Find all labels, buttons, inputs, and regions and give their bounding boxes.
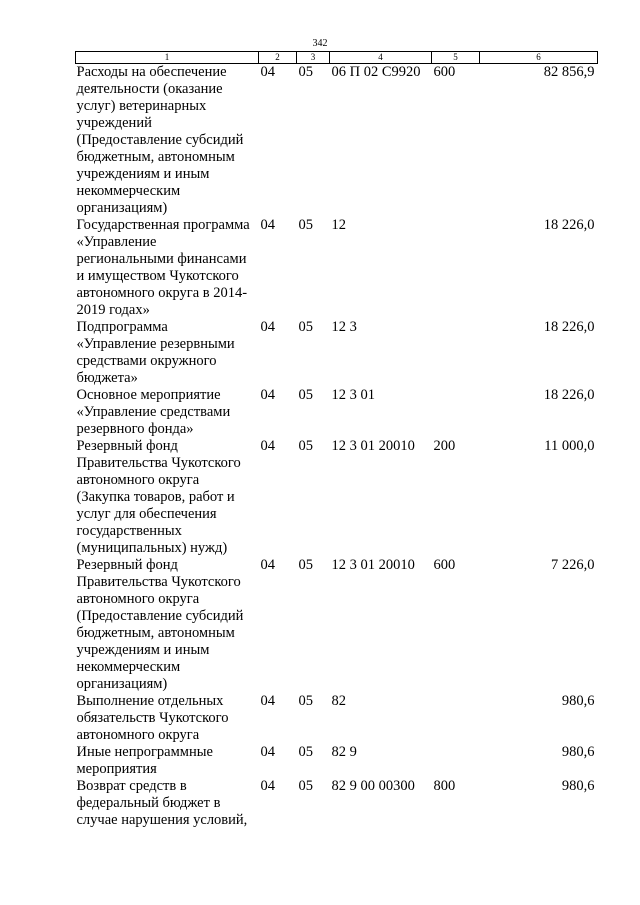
row-amount-cell: 980,6 (561, 744, 595, 760)
column-header-5: 5 (432, 52, 480, 64)
row-subsection-cell: 05 (298, 319, 313, 335)
row-name-line: 2019 годах» (76, 302, 150, 318)
row-name-line: (Предоставление субсидий (76, 132, 244, 148)
row-name-line: некоммерческим (76, 659, 181, 675)
row-name-line: Подпрограмма (76, 319, 168, 335)
row-name-line: Резервный фонд (76, 557, 178, 573)
column-header-4: 4 (330, 52, 432, 64)
column-header-3: 3 (297, 52, 330, 64)
row-expense-type-cell (432, 387, 480, 438)
row-name-cell (76, 387, 259, 438)
row-name-line: «Управление (76, 234, 157, 250)
row-expense-type-cell: 600 (433, 64, 456, 80)
row-section-cell: 04 (260, 387, 275, 403)
table-body (76, 64, 598, 830)
row-target-article-cell: 12 3 01 (331, 387, 375, 403)
row-name-line: Резервный фонд (76, 438, 178, 454)
row-name-line: организациям) (76, 676, 168, 692)
table-row (76, 744, 598, 778)
row-name-line: бюджета» (76, 370, 138, 386)
row-name-cell (76, 744, 259, 778)
table-row (76, 557, 598, 693)
row-name-line: автономного округа (76, 727, 200, 743)
row-section-cell: 04 (260, 557, 275, 573)
budget-table (75, 51, 598, 829)
row-section-cell: 04 (260, 319, 275, 335)
row-subsection-cell: 05 (298, 438, 313, 454)
row-section-cell: 04 (260, 217, 275, 233)
row-name-line: региональными финансами (76, 251, 247, 267)
table-row (76, 778, 598, 829)
row-name-line: деятельности (оказание (76, 81, 223, 97)
row-name-line: автономного округа (76, 591, 200, 607)
column-number-row (76, 52, 598, 64)
column-header-1: 1 (76, 52, 259, 64)
table-row (76, 438, 598, 557)
row-name-line: Основное мероприятие (76, 387, 221, 403)
column-header-6: 6 (480, 52, 598, 64)
row-target-article-cell: 82 9 (331, 744, 357, 760)
row-amount-cell: 980,6 (561, 778, 595, 794)
row-name-line: мероприятия (76, 761, 157, 777)
page-number: 342 (312, 38, 328, 49)
row-expense-type-cell (432, 217, 480, 319)
row-amount-cell: 18 226,0 (543, 217, 595, 233)
row-name-line: учреждений (76, 115, 152, 131)
row-amount-cell: 11 000,0 (544, 438, 595, 454)
row-section-cell: 04 (260, 438, 275, 454)
row-name-line: Государственная программа (76, 217, 250, 233)
row-section-cell: 04 (260, 778, 275, 794)
row-subsection-cell: 05 (298, 387, 313, 403)
table-row (76, 217, 598, 319)
row-target-article-cell: 06 П 02 С9920 (331, 64, 421, 80)
row-section-cell: 04 (260, 744, 275, 760)
row-subsection-cell: 05 (298, 64, 313, 80)
row-name-line: бюджетным, автономным (76, 625, 235, 641)
row-expense-type-cell: 800 (433, 778, 456, 794)
row-name-cell (76, 438, 259, 557)
row-amount-cell: 82 856,9 (543, 64, 595, 80)
row-name-cell (76, 64, 259, 218)
row-name-line: бюджетным, автономным (76, 149, 235, 165)
row-name-line: резервного фонда» (76, 421, 194, 437)
row-name-line: «Управление резервными (76, 336, 235, 352)
table-row (76, 387, 598, 438)
row-expense-type-cell (432, 319, 480, 387)
row-section-cell: 04 (260, 693, 275, 709)
row-target-article-cell: 12 3 (331, 319, 357, 335)
row-expense-type-cell (432, 693, 480, 744)
column-header-2: 2 (259, 52, 297, 64)
row-name-line: учреждениям и иным (76, 642, 210, 658)
row-name-line: случае нарушения условий, (76, 812, 248, 828)
row-name-line: услуг для обеспечения (76, 506, 217, 522)
row-name-line: государственных (76, 523, 182, 539)
row-name-line: (муниципальных) нужд) (76, 540, 228, 556)
row-expense-type-cell (432, 744, 480, 778)
row-expense-type-cell: 600 (433, 557, 456, 573)
row-subsection-cell: 05 (298, 693, 313, 709)
row-name-line: некоммерческим (76, 183, 181, 199)
row-section-cell: 04 (260, 64, 275, 80)
row-name-cell (76, 217, 259, 319)
row-name-line: обязательств Чукотского (76, 710, 229, 726)
table-row (76, 319, 598, 387)
row-name-line: федеральный бюджет в (76, 795, 221, 811)
row-name-line: Возврат средств в (76, 778, 187, 794)
row-subsection-cell: 05 (298, 744, 313, 760)
row-subsection-cell: 05 (298, 778, 313, 794)
row-amount-cell: 18 226,0 (543, 319, 595, 335)
row-target-article-cell: 82 (331, 693, 346, 709)
row-name-line: Иные непрограммные (76, 744, 213, 760)
table-row (76, 64, 598, 218)
row-name-cell (76, 557, 259, 693)
row-name-cell (76, 693, 259, 744)
row-name-line: Правительства Чукотского (76, 574, 241, 590)
row-name-line: и имуществом Чукотского (76, 268, 239, 284)
row-target-article-cell: 12 3 01 20010 (331, 438, 415, 454)
row-name-line: Расходы на обеспечение (76, 64, 227, 80)
row-target-article-cell: 12 3 01 20010 (331, 557, 415, 573)
row-name-line: учреждениям и иным (76, 166, 210, 182)
row-name-line: (Закупка товаров, работ и (76, 489, 235, 505)
row-name-cell (76, 319, 259, 387)
row-name-line: средствами окружного (76, 353, 217, 369)
row-name-line: организациям) (76, 200, 168, 216)
row-name-line: автономного округа (76, 472, 200, 488)
row-subsection-cell: 05 (298, 557, 313, 573)
row-amount-cell: 18 226,0 (543, 387, 595, 403)
row-target-article-cell: 12 (331, 217, 346, 233)
row-amount-cell: 7 226,0 (551, 557, 595, 573)
row-name-line: «Управление средствами (76, 404, 231, 420)
row-subsection-cell: 05 (298, 217, 313, 233)
table-row (76, 693, 598, 744)
row-name-line: Выполнение отдельных (76, 693, 224, 709)
row-name-line: Правительства Чукотского (76, 455, 241, 471)
row-target-article-cell: 82 9 00 00300 (331, 778, 415, 794)
row-expense-type-cell: 200 (433, 438, 456, 454)
row-name-cell (76, 778, 259, 829)
row-name-line: автономного округа в 2014- (76, 285, 248, 301)
row-name-line: услуг) ветеринарных (76, 98, 207, 114)
row-amount-cell: 980,6 (561, 693, 595, 709)
row-name-line: (Предоставление субсидий (76, 608, 244, 624)
